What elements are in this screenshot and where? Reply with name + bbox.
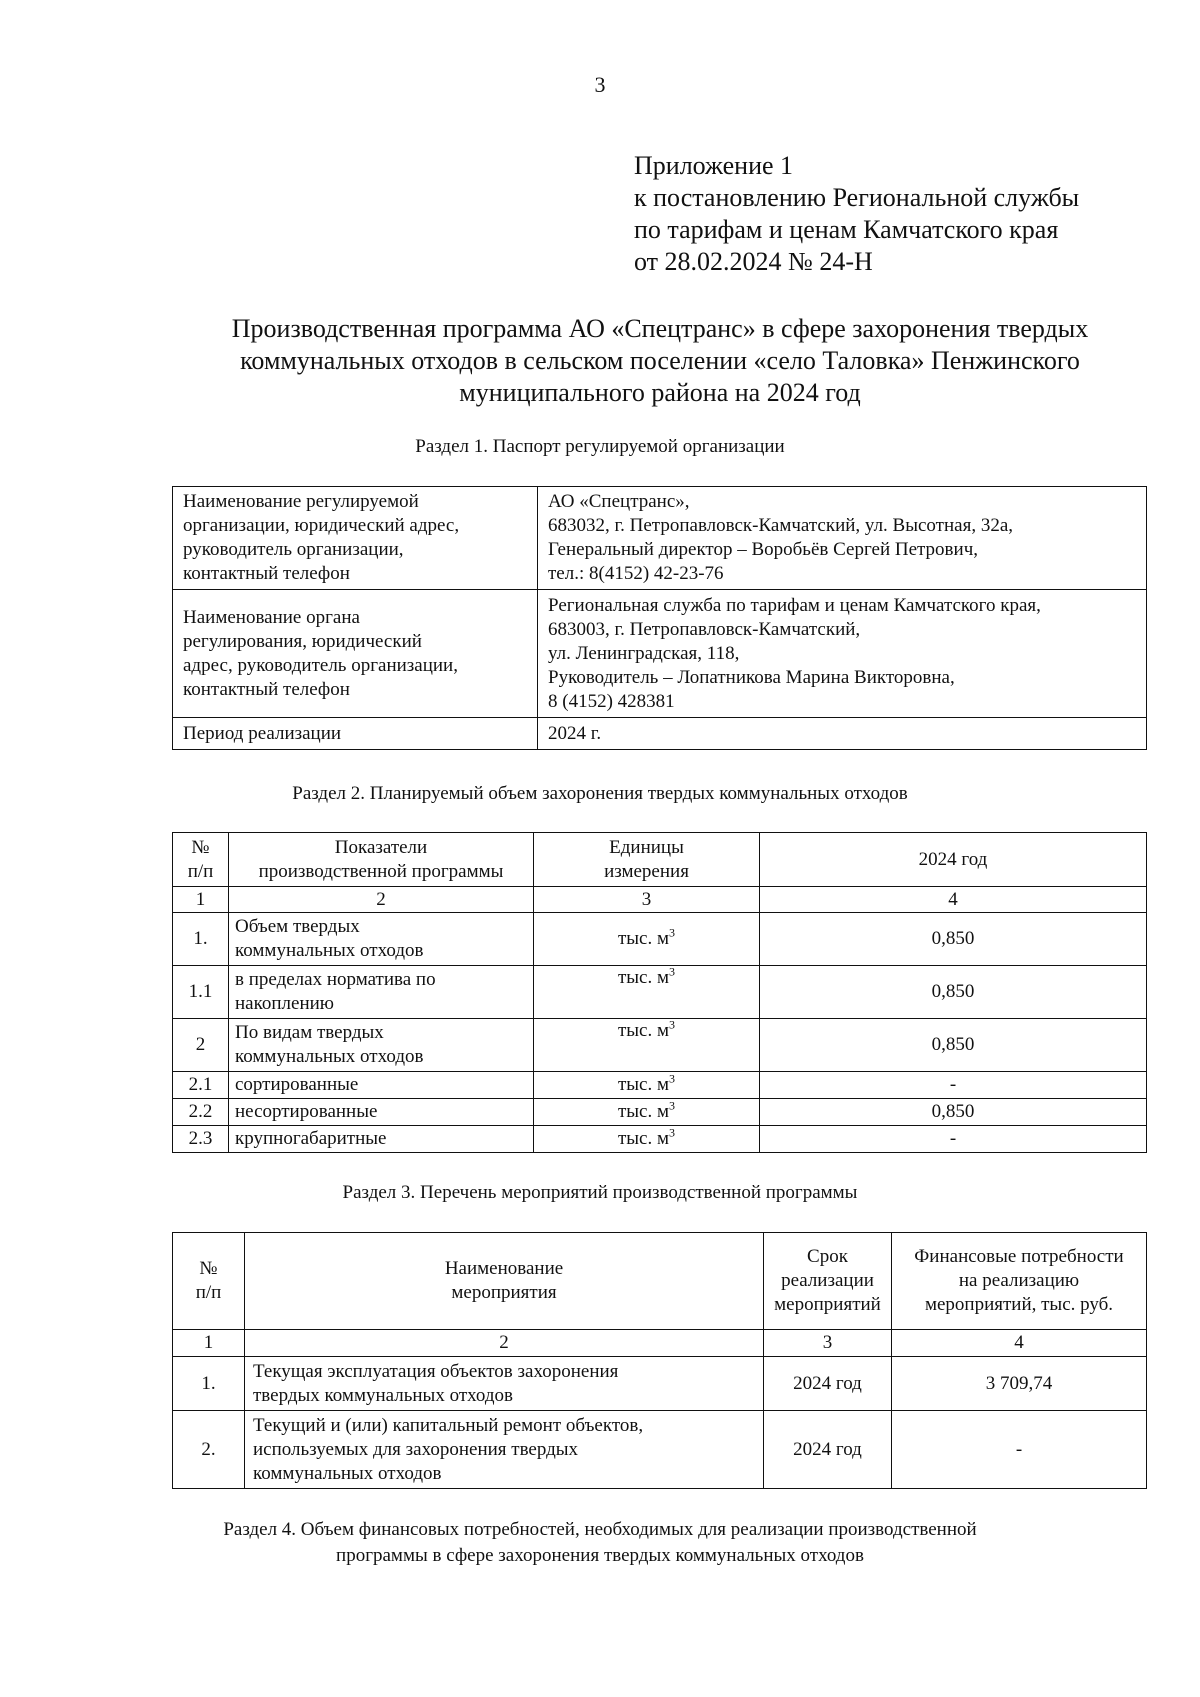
- table-header-row: [173, 1233, 1147, 1330]
- row-num: 2.2: [173, 1099, 229, 1126]
- passport-label: [173, 487, 538, 590]
- appendix-line: к постановлению Региональной службы: [634, 183, 1080, 212]
- passport-table: [172, 486, 1147, 750]
- index-row: [173, 887, 1147, 913]
- row-name: [245, 1357, 764, 1411]
- index-cell: 3: [764, 1330, 892, 1357]
- unit-text: тыс. м: [617, 1101, 670, 1122]
- cell-line: Региональная служба по тарифам и ценам Камчатского края,: [548, 594, 1041, 616]
- volume-table: [172, 832, 1147, 1153]
- cell-line: адрес, руководитель организации,: [183, 654, 458, 676]
- row-finance: -: [892, 1411, 1147, 1489]
- row-value: 0,850: [760, 1099, 1147, 1126]
- index-row: [173, 1330, 1147, 1357]
- col-header-term: [764, 1233, 892, 1330]
- unit-sup: 3: [669, 1071, 676, 1086]
- index-cell: 3: [534, 887, 760, 913]
- index-cell: 4: [760, 887, 1147, 913]
- cell-line: производственной программы: [258, 860, 504, 882]
- cell-line: Срок: [807, 1246, 848, 1267]
- cell-line: По видам твердых: [235, 1022, 384, 1043]
- cell-line: Наименование: [444, 1258, 564, 1279]
- row-unit: [534, 1099, 760, 1126]
- section1-caption: Раздел 1. Паспорт регулируемой организации: [415, 436, 785, 457]
- cell-line: 683003, г. Петропавловск-Камчатский,: [548, 618, 861, 640]
- index-cell: 4: [892, 1330, 1147, 1357]
- table-row: [173, 1411, 1147, 1489]
- passport-label: [173, 590, 538, 718]
- cell-line: Наименование регулируемой: [183, 491, 419, 512]
- index-cell: 2: [229, 887, 534, 913]
- cell-line: 683032, г. Петропавловск-Камчатский, ул. Высотная, 32а,: [548, 515, 1013, 536]
- col-header-finance: [892, 1233, 1147, 1330]
- unit-text: тыс. м: [617, 1128, 670, 1149]
- cell-line: на реализацию: [958, 1270, 1080, 1291]
- cell-line: измерения: [604, 860, 689, 882]
- unit-sup: 3: [669, 1017, 676, 1032]
- col-header-name: [245, 1233, 764, 1330]
- unit-sup: 3: [669, 1125, 676, 1140]
- cell-line: мероприятий, тыс. руб.: [924, 1294, 1114, 1315]
- row-num: 2.3: [173, 1126, 229, 1153]
- row-value: 0,850: [760, 913, 1147, 966]
- cell-line: Финансовые потребности: [914, 1246, 1124, 1267]
- cell-line: Руководитель – Лопатникова Марина Викторовна,: [548, 666, 955, 688]
- cell-line: Генеральный директор – Воробьёв Сергей Петрович,: [548, 539, 978, 560]
- cell-line: тел.: 8(4152) 42-23-76: [548, 563, 724, 584]
- title-line: Производственная программа АО «Спецтранс» в сфере захоронения твердых: [231, 314, 1089, 343]
- table-row: [173, 1126, 1147, 1153]
- cell-line: коммунальных отходов: [253, 1462, 442, 1484]
- cell-line: Наименование органа: [183, 606, 360, 628]
- col-header-year: 2024 год: [760, 833, 1147, 887]
- caption-line: Раздел 4. Объем финансовых потребностей, необходимых для реализации производственной: [223, 1519, 977, 1540]
- row-unit: [534, 1072, 760, 1099]
- cell-line: Текущий и (или) капитальный ремонт объектов,: [253, 1414, 644, 1436]
- row-num: 2.: [173, 1411, 245, 1489]
- cell-line: ул. Ленинградская, 118,: [548, 642, 740, 664]
- row-unit: [534, 966, 760, 1019]
- row-name: [229, 1019, 534, 1072]
- table-row: [173, 1357, 1147, 1411]
- table-row: [173, 1019, 1147, 1072]
- row-unit: [534, 913, 760, 966]
- passport-label: Период реализации: [173, 718, 538, 750]
- cell-line: №: [191, 836, 210, 858]
- cell-line: мероприятий: [774, 1294, 881, 1315]
- activities-table: [172, 1232, 1147, 1489]
- row-term: 2024 год: [764, 1357, 892, 1411]
- section2-caption: Раздел 2. Планируемый объем захоронения твердых коммунальных отходов: [292, 783, 908, 804]
- cell-line: №: [199, 1258, 218, 1279]
- cell-line: Показатели: [334, 836, 428, 858]
- row-value: -: [760, 1126, 1147, 1153]
- cell-line: твердых коммунальных отходов: [253, 1384, 513, 1406]
- cell-line: в пределах норматива по: [235, 969, 436, 990]
- section4-caption: [0, 1517, 1200, 1569]
- unit-sup: 3: [669, 964, 676, 979]
- page-number: 3: [594, 72, 606, 97]
- passport-value: 2024 г.: [538, 718, 1147, 750]
- row-name: крупногабаритные: [229, 1126, 534, 1153]
- col-header-indicator: [229, 833, 534, 887]
- table-row: [173, 913, 1147, 966]
- row-term: 2024 год: [764, 1411, 892, 1489]
- row-num: 2.1: [173, 1072, 229, 1099]
- row-num: 1.1: [173, 966, 229, 1019]
- cell-line: организации, юридический адрес,: [183, 515, 460, 536]
- index-cell: 1: [173, 1330, 245, 1357]
- row-num: 1.: [173, 913, 229, 966]
- cell-line: Единицы: [609, 836, 684, 858]
- appendix-block: [634, 150, 1079, 278]
- row-unit: [534, 1019, 760, 1072]
- index-cell: 1: [173, 887, 229, 913]
- cell-line: реализации: [781, 1270, 874, 1291]
- cell-line: Текущая эксплуатация объектов захоронения: [253, 1360, 619, 1382]
- cell-line: регулирования, юридический: [183, 630, 422, 652]
- cell-line: накоплению: [235, 993, 334, 1014]
- caption-line: программы в сфере захоронения твердых коммунальных отходов: [336, 1545, 864, 1566]
- table-row: [173, 1072, 1147, 1099]
- table-header-row: [173, 833, 1147, 887]
- unit-sup: 3: [669, 925, 676, 940]
- row-name: [229, 913, 534, 966]
- row-name: [245, 1411, 764, 1489]
- row-value: -: [760, 1072, 1147, 1099]
- cell-line: п/п: [195, 1282, 222, 1303]
- row-unit: [534, 1126, 760, 1153]
- table-row: [173, 590, 1147, 718]
- section3-caption: Раздел 3. Перечень мероприятий производственной программы: [342, 1182, 858, 1203]
- appendix-line: по тарифам и ценам Камчатского края: [634, 215, 1059, 244]
- cell-line: коммунальных отходов: [235, 1046, 424, 1067]
- cell-line: 8 (4152) 428381: [548, 690, 675, 712]
- appendix-line: от 28.02.2024 № 24-Н: [634, 247, 873, 276]
- row-value: 0,850: [760, 966, 1147, 1019]
- col-header-unit: [534, 833, 760, 887]
- unit-text: тыс. м: [617, 1074, 670, 1095]
- unit-text: тыс. м: [617, 928, 670, 949]
- row-name: несортированные: [229, 1099, 534, 1126]
- unit-sup: 3: [669, 1098, 676, 1113]
- row-name: сортированные: [229, 1072, 534, 1099]
- row-name: [229, 966, 534, 1019]
- unit-text: тыс. м: [617, 1020, 670, 1041]
- index-cell: 2: [245, 1330, 764, 1357]
- cell-line: п/п: [187, 860, 214, 882]
- passport-value: [538, 487, 1147, 590]
- row-finance: 3 709,74: [892, 1357, 1147, 1411]
- row-value: 0,850: [760, 1019, 1147, 1072]
- document-title: [170, 313, 1150, 409]
- row-num: 1.: [173, 1357, 245, 1411]
- cell-line: АО «Спецтранс»,: [548, 491, 690, 512]
- table-row: [173, 1099, 1147, 1126]
- table-row: [173, 966, 1147, 1019]
- cell-line: коммунальных отходов: [235, 940, 424, 961]
- cell-line: используемых для захоронения твердых: [253, 1438, 579, 1460]
- table-row: [173, 718, 1147, 750]
- cell-line: контактный телефон: [183, 563, 350, 584]
- cell-line: контактный телефон: [183, 678, 350, 700]
- cell-line: руководитель организации,: [183, 539, 404, 560]
- col-header-num: [173, 833, 229, 887]
- cell-line: Объем твердых: [235, 916, 360, 937]
- appendix-line: Приложение 1: [634, 151, 794, 180]
- table-row: [173, 487, 1147, 590]
- row-num: 2: [173, 1019, 229, 1072]
- title-line: коммунальных отходов в сельском поселении «село Таловка» Пенжинского: [240, 346, 1080, 375]
- col-header-num: [173, 1233, 245, 1330]
- unit-text: тыс. м: [617, 967, 670, 988]
- cell-line: мероприятия: [451, 1282, 557, 1303]
- passport-value: [538, 590, 1147, 718]
- title-line: муниципального района на 2024 год: [459, 378, 861, 407]
